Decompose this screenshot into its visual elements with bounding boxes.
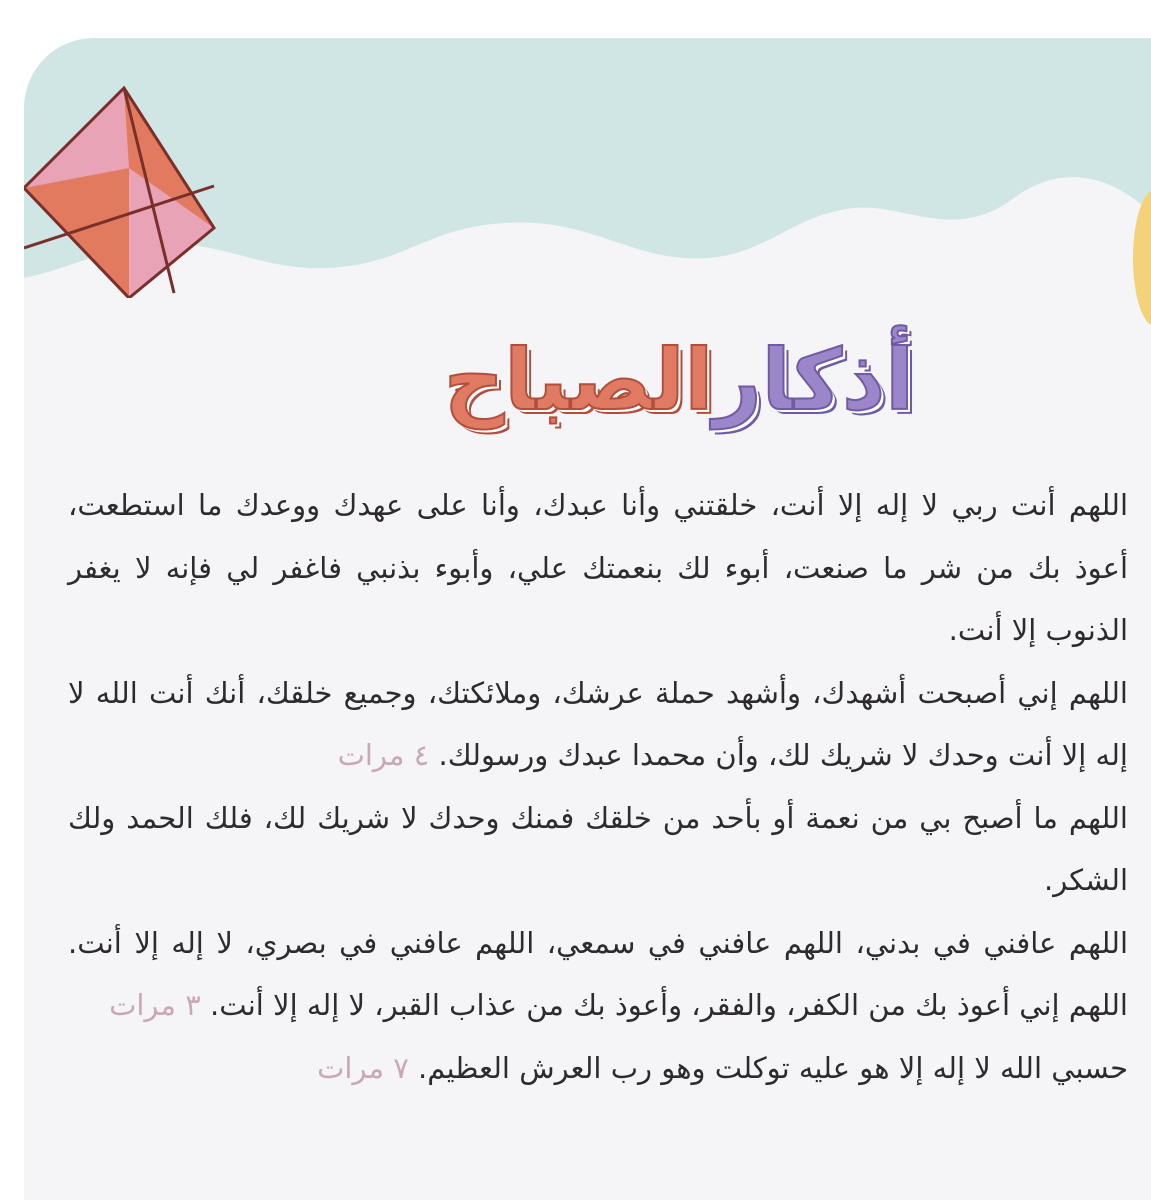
dhikr-paragraph [68,912,1128,1037]
dhikr-list [68,474,1128,1099]
dhikr-paragraph [68,1037,1128,1100]
repeat-count: ٣ مرات [109,988,201,1022]
title-word-2: الصباح [443,331,714,429]
dhikr-paragraph [68,662,1128,787]
dhikr-text: اللهم عافني في بدني، اللهم عافني في سمعي، اللهم عافني في بصري، لا إله إلا أنت. اللهم إني أعوذ بك من الكفر، والفقر، وأعوذ بك من عذاب القبر، لا إله إلا أنت. [68,925,1128,1022]
repeat-count: ٤ مرات [337,738,430,772]
dhikr-paragraph [68,474,1128,662]
repeat-count: ٧ مرات [317,1050,409,1085]
kite-icon [24,68,234,298]
dhikr-text: اللهم ما أصبح بي من نعمة أو بأحد من خلقك فمنك وحدك لا شريك لك، فلك الحمد ولك الشكر. [68,800,1128,897]
card [24,38,1151,1200]
dhikr-paragraph [68,787,1128,912]
dhikr-text: اللهم أنت ربي لا إله إلا أنت، خلقتني وأنا عبدك، وأنا على عهدك ووعدك ما استطعت، أعوذ بك من شر ما صنعت، أبوء لك بنعمتك علي، وأبوء بذنبي فاغفر لي فإنه لا يغفر الذنوب إلا أنت. [68,488,1128,647]
dhikr-text: اللهم إني أصبحت أشهدك، وأشهد حملة عرشك، وملائكتك، وجميع خلقك، أنك أنت الله لا إله إلا أنت وحدك لا شريك لك، وأن محمدا عبدك ورسولك. [68,675,1128,772]
dhikr-text: حسبي الله لا إله إلا هو عليه توكلت وهو رب العرش العظيم. [418,1050,1128,1085]
title-container [354,320,914,450]
sun-icon [1121,188,1151,328]
page-title [444,320,914,440]
title-word-1: أذكار [713,331,914,429]
